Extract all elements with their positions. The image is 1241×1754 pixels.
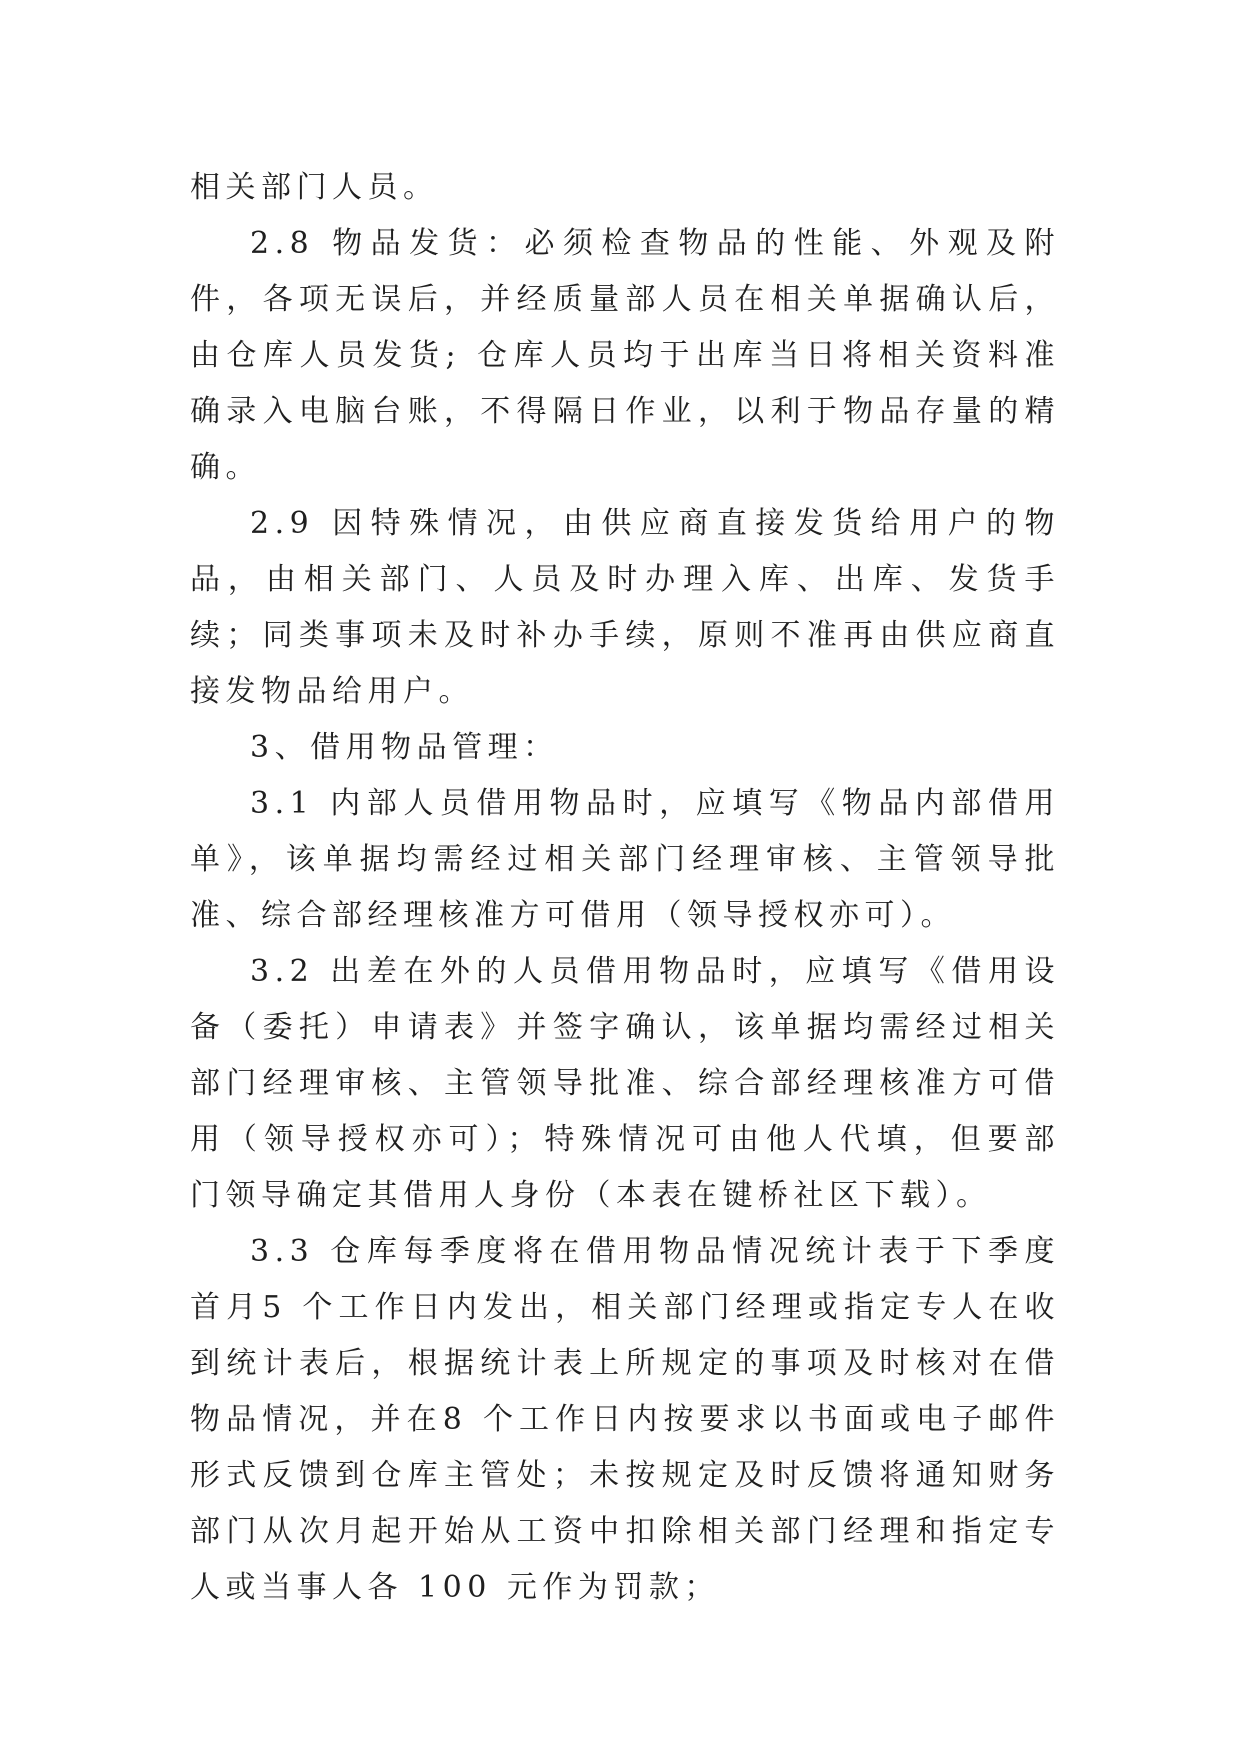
paragraph-2-8: 2.8 物品发货：必须检查物品的性能、外观及附件，各项无误后，并经质量部人员在相关单据确认后，由仓库人员发货; 仓库人员均于出库当日将相关资料准确录入电脑台账，不得隔日作业，以利于物品存量的精确。 <box>190 226 1060 485</box>
paragraph-3-3: 3.3 仓库每季度将在借用物品情况统计表于下季度首月5 个工作日内发出，相关部门经理或指定专人在收到统计表后，根据统计表上所规定的事项及时核对在借物品情况，并在8 个工作日内按要求以书面或电子邮件形式反馈到仓库主管处；未按规定及时反馈将通知财务部门从次月起开始从工资中扣除相关部门经理和指定专人或当事人各 100 元作为罚款； <box>190 1234 1060 1605</box>
document-body <box>190 160 1060 1616</box>
paragraph-3-1: 3.1 内部人员借用物品时，应填写《物品内部借用单》，该单据均需经过相关部门经理审核、主管领导批准、综合部经理核准方可借用（领导授权亦可）。 <box>190 786 1060 933</box>
paragraph-3-2: 3.2 出差在外的人员借用物品时，应填写《借用设备（委托）申请表》并签字确认，该单据均需经过相关部门经理审核、主管领导批准、综合部经理核准方可借用（领导授权亦可）；特殊情况可由他人代填，但要部门领导确定其借用人身份（本表在键桥社区下载）。 <box>190 954 1060 1213</box>
paragraph-continuation: 相关部门人员。 <box>190 170 439 205</box>
section-heading-3: 3、借用物品管理： <box>250 730 559 765</box>
paragraph-2-9: 2.9 因特殊情况，由供应商直接发货给用户的物品，由相关部门、人员及时办理入库、出库、发货手续；同类事项未及时补办手续，原则不准再由供应商直接发物品给用户。 <box>190 506 1060 709</box>
